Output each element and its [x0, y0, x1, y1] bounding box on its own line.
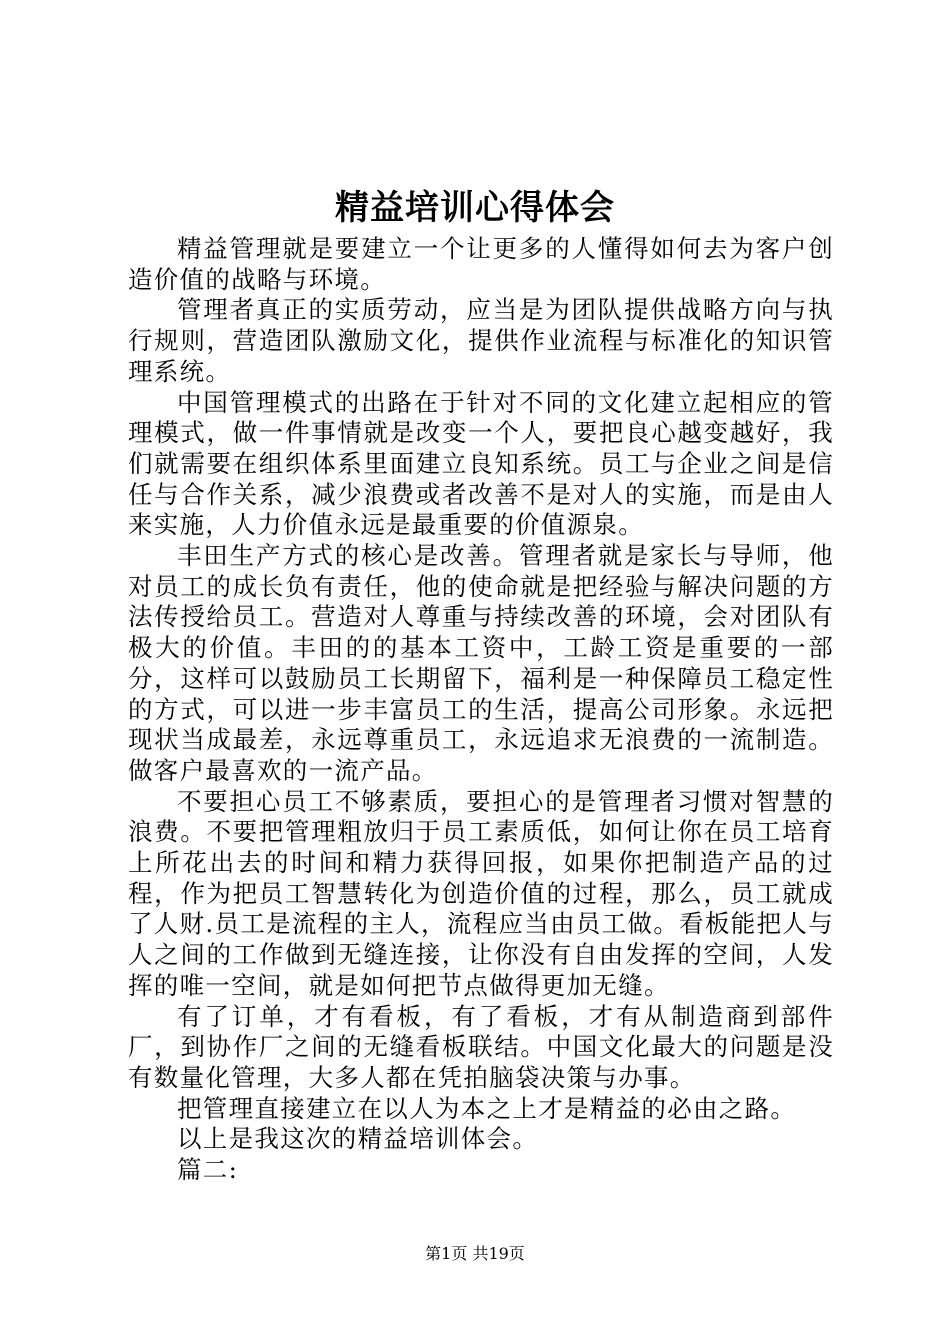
document-body — [128, 234, 834, 1186]
paragraph: 中国管理模式的出路在于针对不同的文化建立起相应的管理模式，做一件事情就是改变一个人，要把良心越变越好，我们就需要在组织体系里面建立良知系统。员工与企业之间是信任与合作关系，减少浪费或者改善不是对人的实施，而是由人来实施，人力价值永远是最重要的价值源泉。 — [128, 387, 834, 540]
paragraph: 有了订单，才有看板，有了看板，才有从制造商到部件厂，到协作厂之间的无缝看板联结。中国文化最大的问题是没有数量化管理，大多人都在凭拍脑袋决策与办事。 — [128, 1001, 834, 1092]
page-number-footer: 第1页 共19页 — [425, 1244, 525, 1263]
paragraph: 把管理直接建立在以人为本之上才是精益的必由之路。 — [177, 1093, 797, 1123]
paragraph: 以上是我这次的精益培训体会。 — [177, 1124, 539, 1154]
paragraph: 精益管理就是要建立一个让更多的人懂得如何去为客户创造价值的战略与环境。 — [128, 234, 834, 294]
paragraph: 管理者真正的实质劳动，应当是为团队提供战略方向与执行规则，营造团队激励文化，提供作业流程与标准化的知识管理系统。 — [128, 295, 834, 386]
paragraph: 不要担心员工不够素质，要担心的是管理者习惯对智慧的浪费。不要把管理粗放归于员工素质低，如何让你在员工培育上所花出去的时间和精力获得回报，如果你把制造产品的过程，作为把员工智慧转化为创造价值的过程，那么，员工就成了人财.员工是流程的主人，流程应当由员工做。看板能把人与人之间的工作做到无缝连接，让你没有自由发挥的空间，人发挥的唯一空间，就是如何把节点做得更加无缝。 — [128, 786, 834, 1000]
paragraph: 丰田生产方式的核心是改善。管理者就是家长与导师，他对员工的成长负有责任，他的使命就是把经验与解决问题的方法传授给员工。营造对人尊重与持续改善的环境，会对团队有极大的价值。丰田的的基本工资中，工龄工资是重要的一部分，这样可以鼓励员工长期留下，福利是一种保障员工稳定性的方式，可以进一步丰富员工的生活，提高公司形象。永远把现状当成最差，永远尊重员工，永远追求无浪费的一流制造。做客户最喜欢的一流产品。 — [128, 541, 834, 785]
paragraph: 篇二: — [177, 1155, 239, 1185]
document-title: 精益培训心得体会 — [335, 188, 615, 228]
